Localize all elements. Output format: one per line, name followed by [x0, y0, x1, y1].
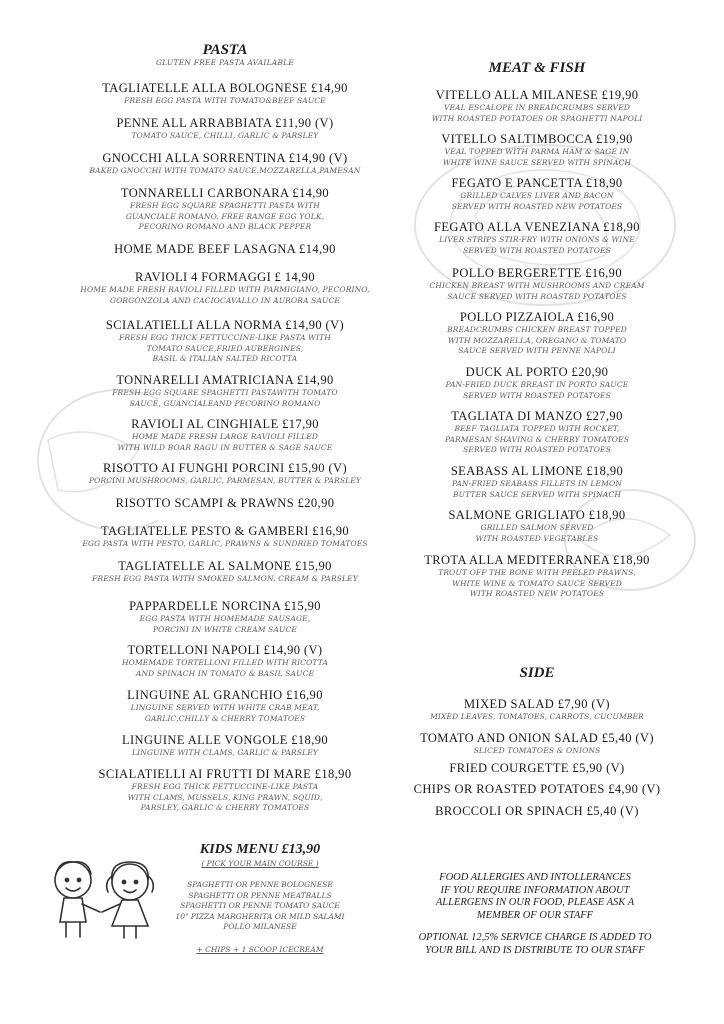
menu-item-description: BASIL & ITALIAN SALTED RICOTTA [152, 354, 298, 363]
menu-item-description: AND SPINACH IN TOMATO & BASIL SAUCE [135, 668, 315, 678]
menu-item-name: VITELLO SALTIMBOCCA £19,90 [441, 132, 633, 146]
menu-item-name: SALMONE GRIGLIATO £18,90 [448, 508, 626, 522]
menu-item-description: SERVED WITH ROASTED POTATOES [463, 390, 611, 400]
menu-item [392, 553, 682, 600]
menu-item-name: TROTA ALLA MEDITERRANEA £18,90 [424, 553, 650, 567]
menu-item-description: FRESH EGG THICK FETTUCCINE-LIKE PASTA [131, 782, 319, 791]
allergy-notice [400, 872, 670, 957]
menu-item [392, 365, 682, 401]
menu-item [392, 176, 682, 212]
menu-item [30, 417, 420, 453]
service-charge-line: OPTIONAL 12,5% SERVICE CHARGE IS ADDED TO [418, 932, 652, 943]
kids-menu-option: SPAGHETTI OR PENNE MEATBALLS [188, 890, 332, 900]
menu-item [392, 804, 682, 819]
menu-item-description: GRILLED CALVES LIVER AND BACON [460, 191, 614, 200]
menu-item-name: TAGLIATA DI MANZO £27,90 [451, 409, 623, 423]
menu-item-name: TORTELLONI NAPOLI £14,90 (V) [127, 643, 323, 657]
menu-item-name: TONNARELLI AMATRICIANA £14,90 [116, 373, 334, 387]
side-title: SIDE [519, 665, 555, 681]
menu-item-description: SLICED TOMATOES & ONIONS [473, 746, 601, 755]
menu-item-description: SAUCE SERVED WITH ROASTED POTATOES [447, 291, 627, 301]
menu-item-name: FEGATO E PANCETTA £18,90 [451, 176, 623, 190]
menu-item-description: GUANCIALE ROMANO, FREE RANGE EGG YOLK, [125, 211, 325, 221]
menu-item [392, 464, 682, 500]
menu-item [392, 508, 682, 544]
menu-item [30, 559, 420, 585]
menu-item-name: LINGUINE AL GRANCHIO £16,90 [127, 688, 323, 702]
menu-item [30, 767, 420, 814]
menu-item [30, 496, 420, 511]
menu-item-description: WITH MOZZARELLA, OREGANO & TOMATO [447, 335, 627, 345]
menu-item-description: VEAL TOPPED WITH PARMA HAM & SAGE IN [444, 147, 630, 156]
kids-menu-title: KIDS MENU £13,90 [199, 842, 321, 857]
menu-item-name: TAGLIATELLE AL SALMONE £15,90 [118, 559, 332, 573]
menu-item [392, 697, 682, 723]
menu-item-name: VITELLO ALLA MILANESE £19,90 [435, 88, 639, 102]
menu-item-description: SERVED WITH ROASTED POTATOES [463, 445, 611, 454]
menu-item [392, 731, 682, 757]
allergy-line: ALLERGENS IN OUR FOOD, PLEASE ASK A [435, 897, 635, 908]
menu-item-name: FRIED COURGETTE £5,90 (V) [449, 761, 625, 775]
menu-item-name: MIXED SALAD £7,90 (V) [464, 697, 610, 711]
kids-menu-option: 10" PIZZA MARGHERITA OR MILD SALAMI [175, 911, 345, 921]
menu-item-description: BAKED GNOCCHI WITH TOMATO SAUCE,MOZZARELLA,PAMESAN [89, 166, 361, 175]
menu-item-description: LINGUINE SERVED WITH WHITE CRAB MEAT, [130, 703, 320, 712]
menu-item [30, 151, 420, 177]
menu-item [30, 599, 420, 635]
menu-item-description: PECORINO ROMANO AND BLACK PEPPER [138, 222, 312, 231]
kids-menu-option: POLLO MILANESE [223, 922, 297, 931]
menu-item-name: TAGLIATELLE PESTO & GAMBERI £16,90 [100, 524, 350, 538]
menu-item-name: HOME MADE BEEF LASAGNA £14,90 [114, 242, 336, 256]
menu-item-description: HOMEMADE TORTELLONI FILLED WITH RICOTTA [121, 658, 329, 667]
menu-item-description: PARSLEY, GARLIC & CHERRY TOMATOES [140, 803, 310, 812]
kids-menu [165, 842, 355, 954]
menu-item-description: BEEF TAGLIATA TOPPED WITH ROCKET, [454, 424, 620, 433]
menu-item-description: GORGONZOLA AND CACIOCAVALLO IN AURORA SAUCE [109, 295, 341, 305]
menu-item-description: EGG PASTA WITH PESTO, GARLIC, PRAWNS & SUNDRIED TOMATOES [82, 539, 368, 548]
kids-menu-option: SPAGHETTI OR PENNE BOLOGNESE [187, 880, 333, 889]
menu-item-description: MIXED LEAVES, TOMATOES, CARROTS, CUCUMBER [430, 712, 644, 721]
menu-item-name: PAPPARDELLE NORCINA £15,90 [129, 599, 321, 613]
menu-item [30, 461, 420, 487]
allergy-line: FOOD ALLERGIES AND INTOLLERANCES [439, 872, 631, 883]
menu-item-description: SAUCE SERVED WITH PENNE NAPOLI [458, 346, 616, 355]
menu-item [392, 220, 682, 256]
menu-item-name: TOMATO AND ONION SALAD £5,40 (V) [420, 731, 654, 745]
menu-item-name: SCIALATIELLI ALLA NORMA £14,90 (V) [105, 318, 345, 332]
menu-item-name: RAVIOLI 4 FORMAGGI £ 14,90 [135, 270, 315, 284]
menu-item-description: FRESH EGG SQUARE SPAGHETTI PASTAWITH TOMATO [112, 388, 338, 397]
menu-item-description: BREADCRUMBS CHICKEN BREAST TOPPED [447, 325, 627, 334]
menu-item-description: PARMESAN SHAVING & CHERRY TOMATOES [444, 434, 630, 444]
kids-menu-extra: + CHIPS + 1 SCOOP ICECREAM [196, 944, 324, 954]
menu-item-description: FRESH EGG THICK FETTUCCINE-LIKE PASTA WITH [119, 333, 331, 342]
allergy-line: IF YOU REQUIRE INFORMATION ABOUT [440, 884, 630, 896]
menu-item-description: SERVED WITH ROASTED NEW POTATOES [451, 201, 623, 211]
menu-item-description: SAUCE, GUANCIALEAND PECORINO ROMANO [129, 398, 321, 408]
menu-item-description: PAN-FRIED DUCK BREAST IN PORTO SAUCE [445, 380, 629, 389]
menu-item [30, 688, 420, 724]
menu-item-description: VEAL ESCALOPE IN BREADCRUMBS SERVED [443, 103, 630, 112]
pasta-title: PASTA [202, 42, 248, 58]
kids-drawing-icon [38, 852, 168, 942]
menu-item-description: SERVED WITH ROASTED POTATOES [463, 245, 611, 255]
menu-item-description: PAN-FRIED SEABASS FILLETS IN LEMON [451, 479, 623, 488]
menu-item [392, 266, 682, 302]
menu-item-name: GNOCCHI ALLA SORRENTINA £14,90 (V) [102, 151, 348, 165]
menu-item-name: LINGUINE ALLE VONGOLE £18,90 [121, 733, 329, 747]
meat-fish-title: MEAT & FISH [488, 60, 586, 76]
menu-item [30, 242, 420, 257]
menu-item [392, 761, 682, 776]
menu-item-name: TAGLIATELLE ALLA BOLOGNESE £14,90 [102, 81, 348, 95]
menu-item-name: DUCK AL PORTO £20,90 [465, 365, 609, 379]
menu-item [30, 186, 420, 233]
kids-menu-subtitle: ( PICK YOUR MAIN COURSE ) [201, 859, 319, 868]
menu-item-description: PORCINI IN WHITE CREAM SAUCE [152, 624, 298, 634]
menu-item [30, 318, 420, 365]
menu-item-description: WITH CLAMS, MUSSELS, KING PRAWN, SQUID, [127, 792, 323, 802]
menu-item-description: FRESH EGG PASTA WITH TOMATO&BEEF SAUCE [124, 96, 326, 105]
menu-item-description: FRESH EGG SQUARE SPAGHETTI PASTA WITH [129, 201, 320, 210]
menu-item-name: SEABASS AL LIMONE £18,90 [450, 464, 624, 478]
menu-item-description: WITH WILD BOAR RAGU IN BUTTER & SAGE SAUCE [117, 442, 333, 452]
menu-item-name: CHIPS OR ROASTED POTATOES £4,90 (V) [413, 782, 661, 796]
allergy-line: MEMBER OF OUR STAFF [476, 909, 594, 921]
menu-item-description: GARLIC,CHILLY & CHERRY TOMATOES [144, 713, 306, 723]
menu-item-description: HOME MADE FRESH LARGE RAVIOLI FILLED [131, 432, 319, 441]
menu-item-description: LINGUINE WITH CLAMS, GARLIC & PARSLEY [132, 748, 318, 757]
menu-item-name: SCIALATIELLI AI FRUTTI DI MARE £18,90 [98, 767, 352, 781]
menu-item-description: EGG PASTA WITH HOMEMADE SAUSAGE, [139, 614, 311, 623]
menu-item-name: POLLO PIZZAIOLA £16,90 [459, 310, 615, 324]
menu-item-description: FRESH EGG PASTA WITH SMOKED SALMON, CREAM & PARSLEY [92, 574, 358, 583]
menu-item-name: TONNARELLI CARBONARA £14,90 [120, 186, 330, 200]
menu-item [30, 116, 420, 142]
menu-item [392, 782, 682, 797]
menu-item-description: WHITE WINE & TOMATO SAUCE SERVED [452, 578, 622, 588]
menu-item-description: TOMATO SAUCE,FRIED AUBERGINES, [146, 343, 304, 353]
menu-item-name: POLLO BERGERETTE £16,90 [452, 266, 622, 280]
menu-item-description: HOME MADE FRESH RAVIOLI FILLED WITH PARMIGIANO, PECORINO, [80, 285, 370, 294]
menu-item [392, 88, 682, 124]
menu-item-description: PORCINI MUSHROOMS, GARLIC, PARMESAN, BUTTER & PARSLEY [88, 476, 362, 485]
menu-item-name: BROCCOLI OR SPINACH £5,40 (V) [435, 804, 639, 818]
menu-item-name: RAVIOLI AL CINGHIALE £17,90 [131, 417, 319, 431]
kids-menu-option: SPAGHETTI OR PENNE TOMATO SAUCE [180, 901, 340, 910]
menu-item-description: GRILLED SALMON SERVED [480, 523, 594, 532]
menu-item-name: PENNE ALL ARRABBIATA £11,90 (V) [116, 116, 334, 130]
menu-item [30, 270, 420, 306]
menu-item [30, 524, 420, 550]
menu-item-name: RISOTTO SCAMPI & PRAWNS £20,90 [115, 496, 335, 510]
menu-item [392, 409, 682, 456]
menu-item-description: WITH ROASTED VEGETABLES [475, 533, 599, 543]
menu-item-name: FEGATO ALLA VENEZIANA £18,90 [434, 220, 640, 234]
menu-item [30, 733, 420, 759]
service-charge-line: YOUR BILL AND IS DISTRIBUTE TO OUR STAFF [425, 944, 645, 956]
menu-item-description: LIVER STRIPS STIR-FRY WITH ONIONS & WINE [439, 235, 635, 244]
menu-item [392, 310, 682, 357]
menu-item [30, 81, 420, 107]
menu-item-description: TOMATO SAUCE, CHILLI, GARLIC & PARSLEY [131, 131, 319, 140]
menu-item-description: WHITE WINE SAUCE SERVED WITH SPINACH [442, 157, 632, 167]
menu-item [30, 643, 420, 679]
menu-item-description: WITH ROASTED NEW POTATOES [469, 589, 605, 598]
menu-item-description: TROUT OFF THE BONE WITH PEELED PRAWNS, [438, 568, 636, 577]
menu-item-description: CHICKEN BREAST WITH MUSHROOMS AND CREAM [429, 281, 645, 290]
menu-item-description: WITH ROASTED POTATOES OR SPAGHETTI NAPOLI [431, 113, 643, 123]
menu-item [30, 373, 420, 409]
menu-item-name: RISOTTO AI FUNGHI PORCINI £15,90 (V) [102, 461, 348, 475]
menu-item [392, 132, 682, 168]
menu-item-description: BUTTER SAUCE SERVED WITH SPINACH [452, 489, 622, 499]
gluten-free-note: GLUTEN FREE PASTA AVAILABLE [156, 58, 294, 67]
